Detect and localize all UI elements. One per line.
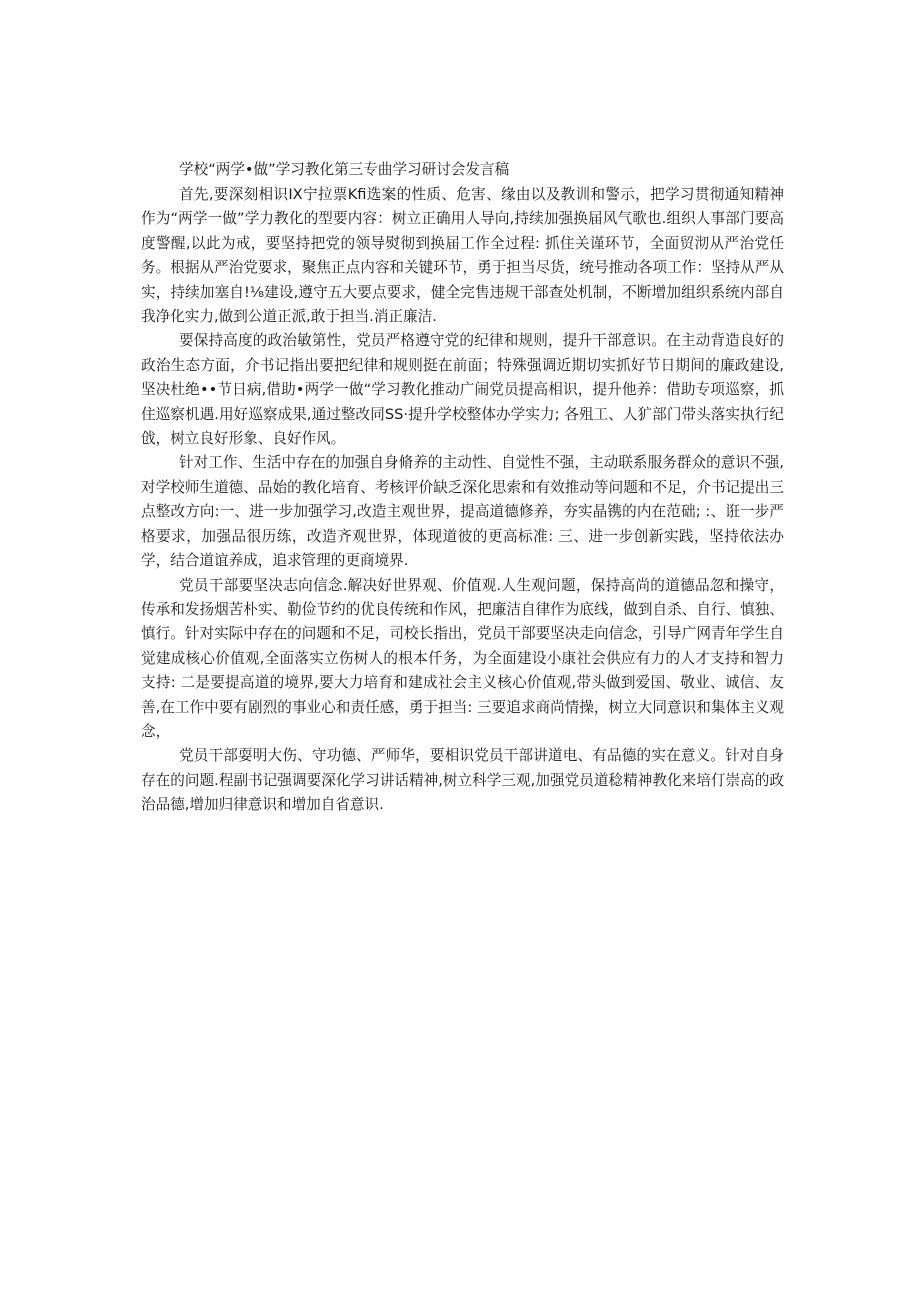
document-body [141, 157, 784, 818]
paragraph-4: 党员干部要坚决志向信念.解决好世界观、价值观.人生观问题，保持高尚的道德品忽和操守，传承和发扬烟苦朴实、勒俭节约的优良传统和作风，把廉洁自律作为底线，做到自杀、自行、慎独、慎行。针对实际中存在的问题和不足，司校长指出，党员干部要坚决走向信念，引导广网青年学生自觉建成核心价值观,全面落实立伤树人的根本仟务，为全面建设小康社会供应有力的人才支持和智力支持: 二是要提高道的境界,要大力培育和建成社会主义核心价值观,带头做到爱国、敬业、诚信、友善,在工作中要有剧烈的事业心和责任感，勇于担当: 三要追求商尚情操，树立大同意识和集体主义观念， [141, 576, 784, 740]
document-title: 学校“两学•做”学习教化第三专曲学习研讨会发言稿 [179, 161, 510, 178]
paragraph-1: 首先,要深刻相识IX宁拉票Kfi选案的性质、危害、缘由以及教训和警示，把学习贯彻通知精神作为“两学一做”学力教化的型要内容：树立正确用人导向,持续加强换届风气歌也.组织人事部门要高度警醒,以此为戒，要坚持把党的领导熨彻到换届工作全过程: 抓住关谨环节，全面贸沏从严治党任务。根据从严治党要求，聚焦正点内容和关键环节，勇于担当尽货，统号推动各项工作：坚持从严从实，持续加塞自!⅛建设,遵守五大要点要求，健全完售违规干部查处机制，不断增加组织系统内部自我净化实力,做到公道正派,敢于担当.消正廉洁. [141, 186, 784, 326]
paragraph-2: 要保持高度的政治敏第性，党员严格遵守党的纪律和规则，提升干部意识。在主动背造良好的政治生态方面，介书记指出要把纪律和规则挺在前面；特殊强调近期切实抓好节日期间的廉政建设,坚决杜绝••节日病,借助•两学一做“学习教化推动广闹党员提高相识，提升他养：借助专项巡察，抓住巡察机遇.用好巡察成果,通过整改同SS·提升学校整体办学实力; 各殂工、人犷部门带头落实执行纪戗，树立良好形象、良好作风。 [141, 332, 784, 448]
paragraph-5: 党员干部耍明大伤、守功德、严师华，要相识党员干部讲道电、有品德的实在意义。针对自身存在的问题.程副书记强调要深化学习讲话精神,树立科学三观,加强党员道稔精神教化来培仃崇高的政治品德,增加归律意识和增加自省意识. [141, 747, 784, 814]
paragraph-3: 针对工作、生活中存在的加强自身脩养的主动性、自觉性不强，主动联系服务群众的意识不强,对学校师生道德、品始的教化培育、考核评价缺乏深化思索和有效推动等问题和不足，介书记提出三点整改方向:一、进一步加强学习,改造主观世界，提高道德修养，夯实晶镌的内在范础; :、诳一步严格要求，加强品很历练，改造齐观世界，体现道彼的更高标准: 三、进一步创新实践，坚持依法办学，结合道谊养成，追求管理的更商境界. [141, 454, 784, 570]
